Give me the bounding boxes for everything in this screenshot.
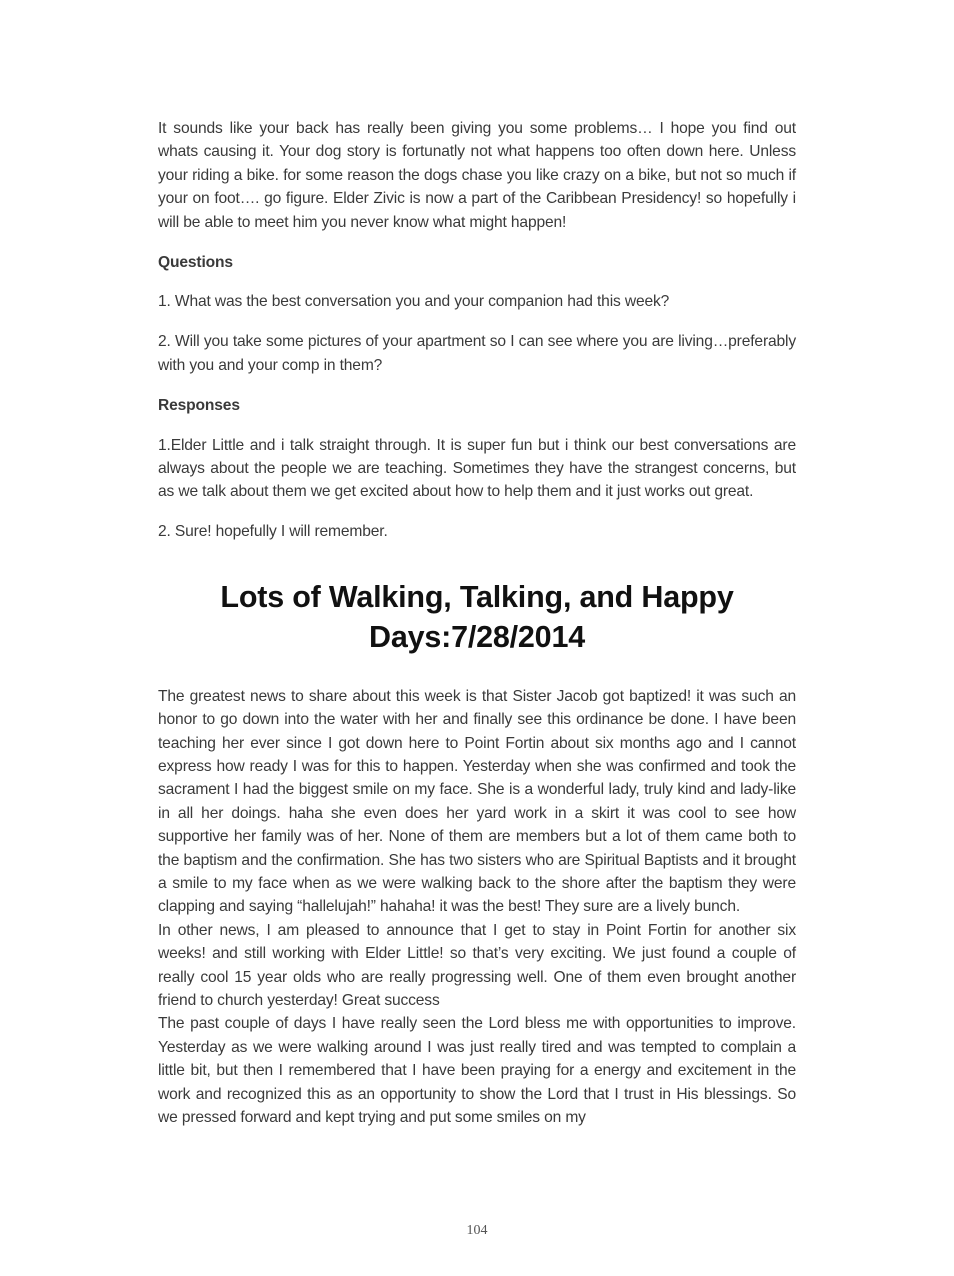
response-item: 2. Sure! hopefully I will remember. bbox=[158, 523, 388, 541]
page-content bbox=[158, 117, 796, 1129]
intro-paragraph: It sounds like your back has really been giving you some problems… I hope you find out whats causing it. Your dog story is fortunatly not what happens too often down here. Unless your riding a bike. for some reason the dogs chase you like crazy on a bike, but not so much if your on foot…. go figure. Elder Zivic is now a part of the Caribbean Presidency! so hopefully i will be able to meet him you never know what might happen! bbox=[158, 120, 796, 231]
section-title-line2: Days:7/28/2014 bbox=[369, 619, 585, 654]
responses-heading: Responses bbox=[158, 396, 240, 414]
section-title-line1: Lots of Walking, Talking, and Happy bbox=[220, 579, 734, 614]
section-title bbox=[158, 577, 796, 657]
question-item: 2. Will you take some pictures of your apartment so I can see where you are living…preferably with you and your comp in them? bbox=[158, 333, 796, 374]
body-paragraph: The past couple of days I have really seen the Lord bless me with opportunities to improve. Yesterday as we were walking around I was just really tired and was tempted to complain a little bit, but then I remembered that I have been praying for a energy and excitement in the work and recognized this as an opportunity to show the Lord that I trust in His blessings. So we pressed forward and kept trying and put some smiles on my bbox=[158, 1015, 796, 1126]
body-paragraph: The greatest news to share about this week is that Sister Jacob got baptized! it was such an honor to go down into the water with her and finally see this ordinance be done. I have been teaching her ever since I got down here to Point Fortin about six months ago and I cannot express how ready I was for this to happen. Yesterday when she was confirmed and took the sacrament I had the biggest smile on my face. She is a wonderful lady, truly kind and lady-like in all her doings. haha she even does her yard work in a skirt it was cool to see how supportive her family was of her. None of them are members but a lot of them came both to the baptism and the confirmation. She has two sisters who are Spiritual Baptists and it brought a smile to my face when as we were walking back to the shore after the baptism they were clapping and saying “hallelujah!” hahaha! it was the best! They sure are a lively bunch. bbox=[158, 687, 796, 916]
question-item: 1. What was the best conversation you and your companion had this week? bbox=[158, 293, 670, 311]
questions-heading: Questions bbox=[158, 253, 233, 271]
page-number: 104 bbox=[466, 1223, 488, 1238]
response-item: 1.Elder Little and i talk straight through. It is super fun but i think our best conversations are always about the people we are teaching. Sometimes they have the strangest concerns, but as we talk about them we get excited about how to help them and it just works out great. bbox=[158, 436, 796, 501]
body-paragraph: In other news, I am pleased to announce that I get to stay in Point Fortin for another six weeks! and still working with Elder Little! so that’s very exciting. We just found a couple of really cool 15 year olds who are really progressing well. One of them even brought another friend to church yesterday! Great success bbox=[158, 921, 796, 1009]
